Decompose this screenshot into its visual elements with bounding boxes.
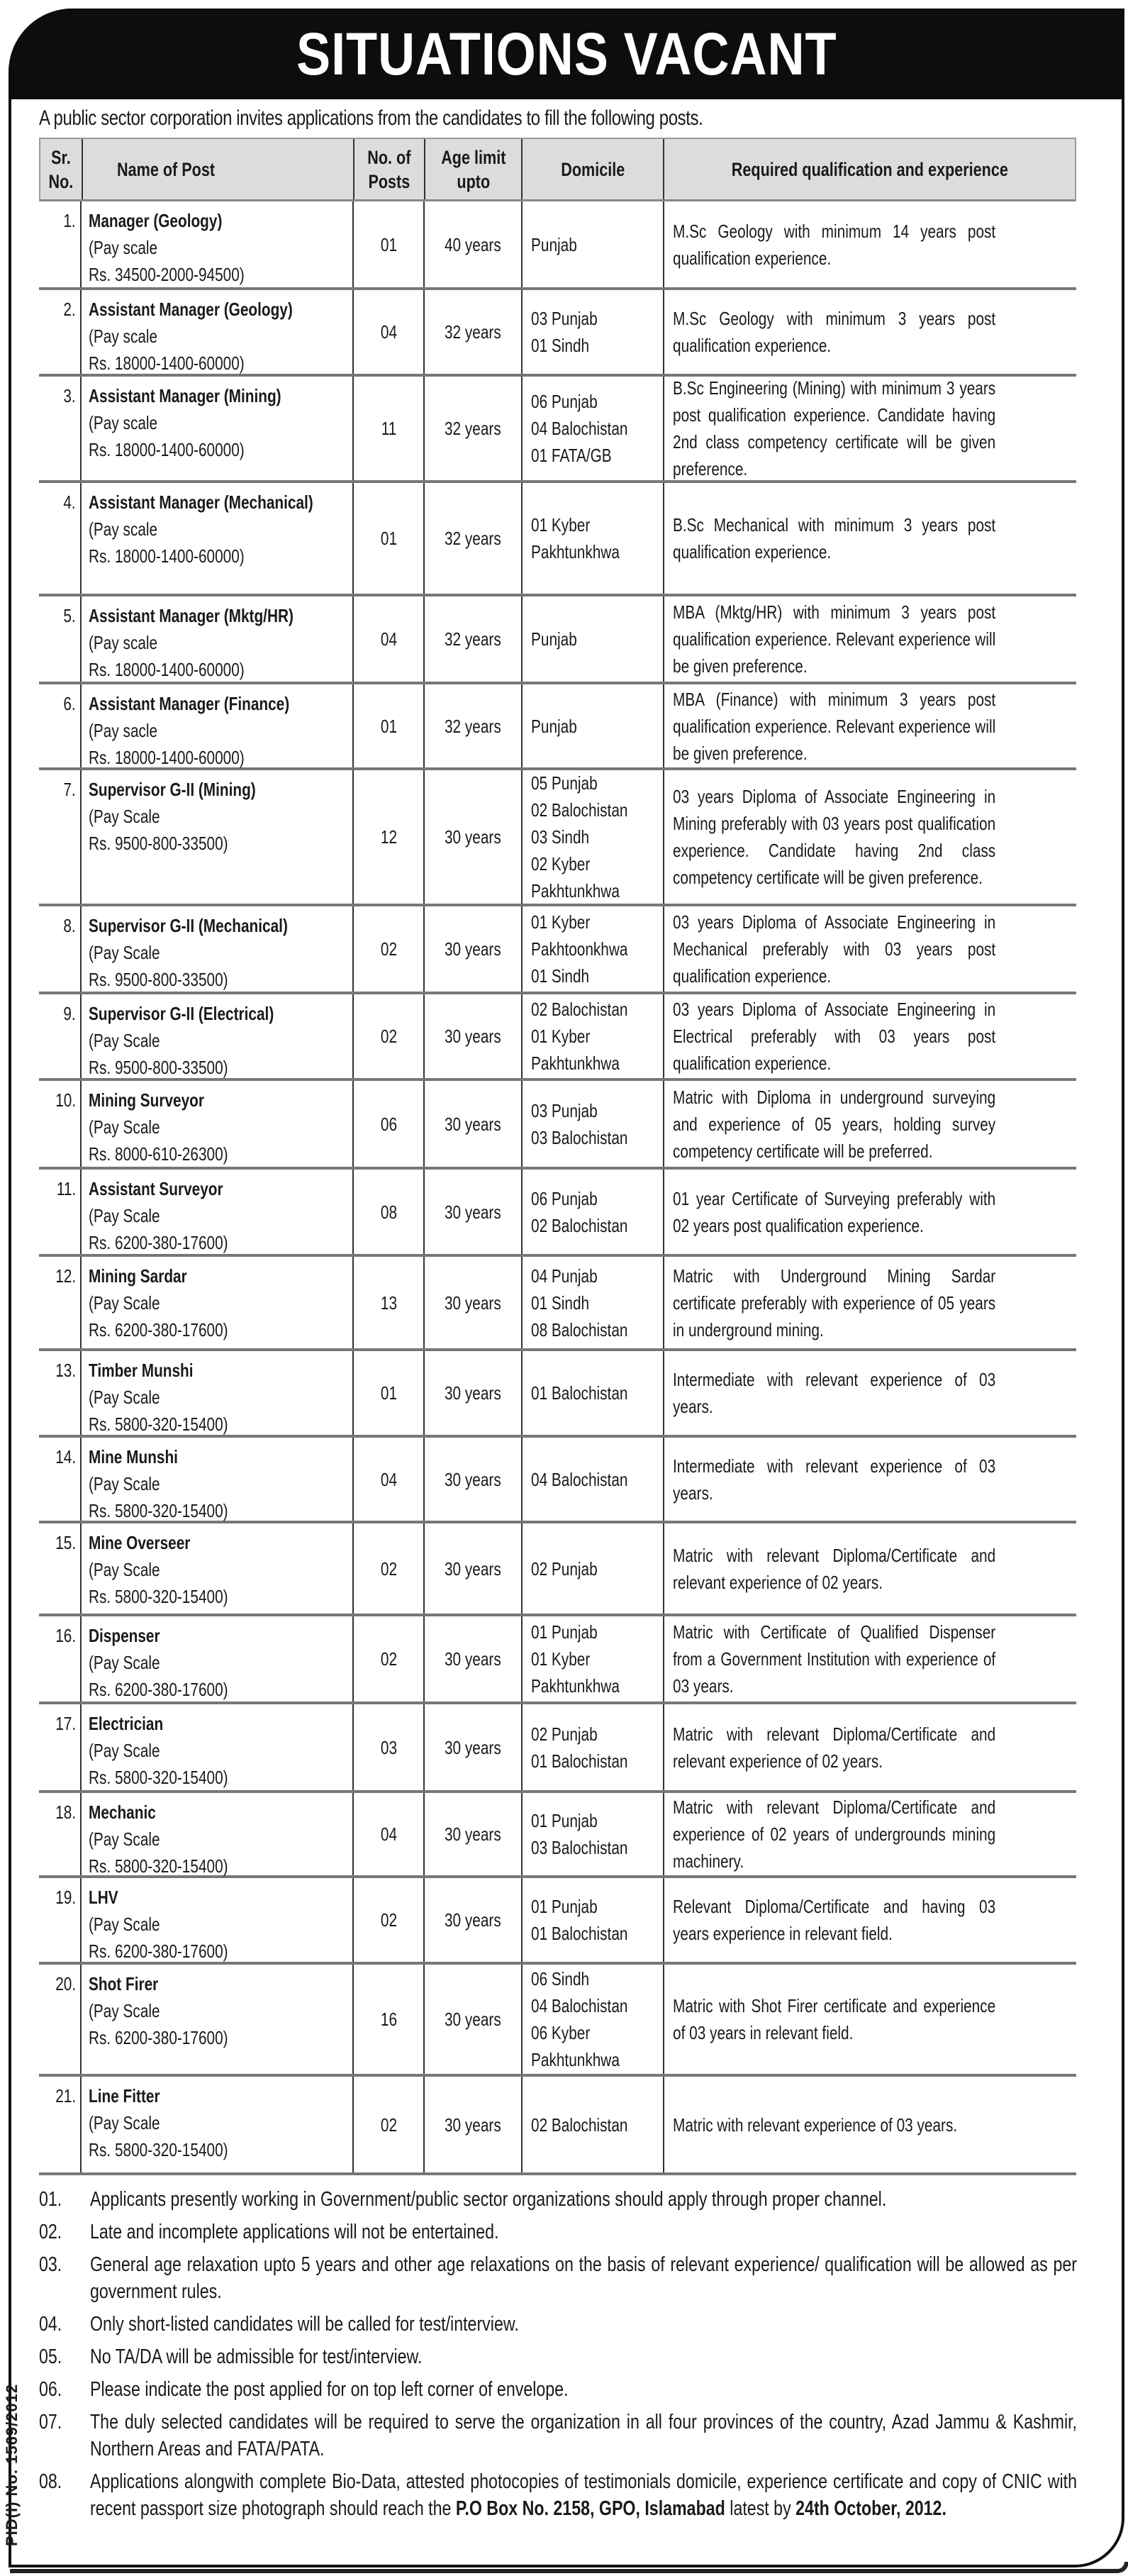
post-title: Electrician bbox=[89, 1713, 164, 1734]
domicile bbox=[521, 483, 663, 594]
col-header-domicile: Domicile bbox=[521, 139, 662, 199]
age-limit: 32 years bbox=[423, 483, 521, 594]
sr-no: 9. bbox=[63, 1003, 76, 1024]
pay-scale: Rs. 6200-380-17600) bbox=[89, 1232, 228, 1253]
sr-no: 2. bbox=[63, 299, 76, 320]
pay-scale: Rs. 5800-320-15400) bbox=[89, 1767, 228, 1788]
domicile-line: 01 Sindh bbox=[531, 335, 590, 356]
post-name bbox=[80, 1257, 352, 1348]
page-title: SITUATIONS VACANT bbox=[296, 20, 837, 87]
no-of-posts: 06 bbox=[352, 1081, 423, 1167]
no-of-posts: 01 bbox=[352, 201, 423, 287]
domicile-line: Punjab bbox=[531, 628, 577, 650]
post-title: Assistant Manager (Geology) bbox=[89, 299, 293, 320]
table-row bbox=[39, 2077, 1076, 2175]
post-name bbox=[80, 1793, 352, 1875]
domicile-line: 04 Balochistan bbox=[531, 1995, 628, 2016]
pay-scale: Rs. 6200-380-17600) bbox=[89, 1941, 228, 1962]
note-text: Late and incomplete applications will not be entertained. bbox=[90, 2221, 499, 2243]
post-title: Timber Munshi bbox=[89, 1360, 194, 1381]
pay-scale-label: (Pay Scale bbox=[89, 2112, 160, 2133]
pay-scale: Rs. 18000-1400-60000) bbox=[89, 747, 245, 768]
note-item bbox=[39, 2468, 1076, 2522]
note-item bbox=[39, 2311, 1076, 2338]
domicile-line: 03 Sindh bbox=[531, 826, 590, 848]
qualification: M.Sc Geology with minimum 14 years post qualification experience. bbox=[663, 201, 1076, 287]
post-name bbox=[80, 201, 352, 287]
pay-scale-label: (Pay Scale bbox=[89, 1740, 160, 1761]
age-limit: 30 years bbox=[423, 906, 521, 992]
table-row bbox=[39, 770, 1076, 906]
note-item bbox=[39, 2343, 1076, 2370]
note-number: 03. bbox=[39, 2253, 62, 2276]
age-limit: 30 years bbox=[423, 1257, 521, 1348]
no-of-posts: 04 bbox=[352, 290, 423, 374]
domicile-line: 02 Balochistan bbox=[531, 999, 628, 1020]
note-text: The duly selected candidates will be required to serve the organization in all four provinces of the country, Azad Jammu & Kashmir, Northern Areas and FATA/PATA. bbox=[90, 2411, 1077, 2460]
domicile bbox=[521, 1438, 663, 1521]
domicile-line: 01 Punjab bbox=[531, 1896, 598, 1917]
post-title: Assistant Surveyor bbox=[89, 1178, 223, 1199]
table-row bbox=[39, 1351, 1076, 1438]
domicile-line: 01 Balochistan bbox=[531, 1382, 628, 1404]
qualification: B.Sc Mechanical with minimum 3 years post qualification experience. bbox=[663, 483, 1076, 594]
domicile-line: 01 Punjab bbox=[531, 1810, 598, 1831]
domicile-line: 01 Sindh bbox=[531, 1292, 590, 1314]
post-name bbox=[80, 770, 352, 904]
post-title: Supervisor G-II (Mining) bbox=[89, 779, 256, 800]
note-number: 01. bbox=[39, 2188, 62, 2211]
post-title: Line Fitter bbox=[89, 2085, 160, 2106]
header-banner bbox=[9, 9, 1124, 99]
domicile bbox=[521, 596, 663, 682]
post-title: Assistant Manager (Mktg/HR) bbox=[89, 605, 294, 626]
qualification: Relevant Diploma/Certificate and having 03 years experience in relevant field. bbox=[663, 1878, 1076, 1962]
domicile-line: 03 Punjab bbox=[531, 1099, 598, 1121]
table-row bbox=[39, 483, 1076, 596]
no-of-posts: 02 bbox=[352, 994, 423, 1078]
domicile-line: 04 Balochistan bbox=[531, 418, 628, 439]
note-text: No TA/DA will be admissible for test/interview. bbox=[90, 2345, 423, 2368]
sr-no: 21. bbox=[55, 2085, 76, 2106]
note-text: General age relaxation upto 5 years and other age relaxations on the basis of relevant experience/ qualification will be allowed as per government rules. bbox=[90, 2253, 1077, 2303]
domicile bbox=[521, 1616, 663, 1701]
post-title: Manager (Geology) bbox=[89, 210, 223, 231]
no-of-posts: 11 bbox=[352, 377, 423, 480]
domicile-line: 01 Punjab bbox=[531, 1621, 598, 1643]
domicile-line: 06 Sindh bbox=[531, 1968, 590, 1989]
sr-no: 17. bbox=[55, 1713, 76, 1734]
qualification: Matric with Certificate of Qualified Dispenser from a Government Institution with experience of 03 years. bbox=[663, 1616, 1076, 1701]
post-title: Mine Overseer bbox=[89, 1532, 191, 1553]
domicile bbox=[521, 1351, 663, 1435]
post-name bbox=[80, 483, 352, 594]
qualification: Intermediate with relevant experience of 03 years. bbox=[663, 1351, 1076, 1435]
pay-scale-label: (Pay Scale bbox=[89, 1030, 160, 1051]
sr-no: 4. bbox=[63, 492, 76, 513]
post-title: Mine Munshi bbox=[89, 1446, 178, 1467]
pay-scale: Rs. 5800-320-15400) bbox=[89, 1855, 228, 1877]
domicile-line: 02 Kyber bbox=[531, 853, 591, 875]
post-title: Assistant Manager (Finance) bbox=[89, 693, 290, 714]
domicile-line: Pakhtunkhwa bbox=[531, 1053, 620, 1074]
pay-scale-label: (Pay Scale bbox=[89, 1473, 160, 1494]
pay-scale-label: (Pay sacle bbox=[89, 720, 158, 741]
table-row bbox=[39, 201, 1076, 290]
post-name bbox=[80, 290, 352, 374]
domicile-line: 02 Punjab bbox=[531, 1558, 598, 1580]
no-of-posts: 04 bbox=[352, 596, 423, 682]
age-limit: 30 years bbox=[423, 1878, 521, 1962]
post-name bbox=[80, 684, 352, 767]
no-of-posts: 02 bbox=[352, 906, 423, 992]
pay-scale: Rs. 5800-320-15400) bbox=[89, 1414, 228, 1435]
note-number: 05. bbox=[39, 2345, 62, 2368]
note-number: 08. bbox=[39, 2470, 62, 2493]
domicile-line: 02 Balochistan bbox=[531, 1214, 628, 1236]
post-name bbox=[80, 1081, 352, 1167]
domicile bbox=[521, 201, 663, 287]
domicile-line: Punjab bbox=[531, 233, 577, 255]
domicile-line: 01 FATA/GB bbox=[531, 445, 612, 466]
qualification: Matric with Underground Mining Sardar certificate preferably with experience of 05 years in underground mining. bbox=[663, 1257, 1076, 1348]
post-name bbox=[80, 1438, 352, 1521]
domicile bbox=[521, 2077, 663, 2172]
domicile-line: 02 Balochistan bbox=[531, 2114, 628, 2136]
age-limit: 32 years bbox=[423, 596, 521, 682]
note-item bbox=[39, 2186, 1076, 2213]
no-of-posts: 04 bbox=[352, 1438, 423, 1521]
pay-scale: Rs. 9500-800-33500) bbox=[89, 1057, 228, 1078]
qualification: 03 years Diploma of Associate Engineering in Electrical preferably with 03 years post qualification experience. bbox=[663, 994, 1076, 1078]
note-number: 04. bbox=[39, 2313, 62, 2336]
pay-scale: Rs. 18000-1400-60000) bbox=[89, 439, 245, 460]
pay-scale-label: (Pay Scale bbox=[89, 1205, 160, 1226]
post-name bbox=[80, 1616, 352, 1701]
sr-no: 15. bbox=[55, 1532, 76, 1553]
qualification: Matric with relevant Diploma/Certificate and relevant experience of 02 years. bbox=[663, 1523, 1076, 1614]
table-row bbox=[39, 377, 1076, 483]
pay-scale: Rs. 9500-800-33500) bbox=[89, 833, 228, 854]
domicile-line: Pakhtunkhwa bbox=[531, 880, 620, 901]
sr-no: 3. bbox=[63, 385, 76, 406]
qualification: Matric with relevant Diploma/Certificate and relevant experience of 02 years. bbox=[663, 1704, 1076, 1790]
age-limit: 30 years bbox=[423, 1170, 521, 1254]
age-limit: 30 years bbox=[423, 1438, 521, 1521]
table-row bbox=[39, 1523, 1076, 1616]
pay-scale: Rs. 5800-320-15400) bbox=[89, 1586, 228, 1607]
age-limit: 30 years bbox=[423, 1081, 521, 1167]
sr-no: 11. bbox=[56, 1178, 76, 1199]
no-of-posts: 02 bbox=[352, 1523, 423, 1614]
pay-scale: Rs. 6200-380-17600) bbox=[89, 1679, 228, 1700]
post-title: Assistant Manager (Mechanical) bbox=[89, 492, 313, 513]
col-header-sr: Sr. No. bbox=[48, 146, 74, 192]
note-number: 07. bbox=[39, 2411, 62, 2433]
note-item bbox=[39, 2219, 1076, 2245]
no-of-posts: 16 bbox=[352, 1965, 423, 2074]
sr-no: 12. bbox=[55, 1265, 76, 1287]
domicile-line: 03 Balochistan bbox=[531, 1837, 628, 1858]
no-of-posts: 04 bbox=[352, 1793, 423, 1875]
domicile-line: Pakhtunkhwa bbox=[531, 2049, 620, 2070]
col-header-posts: No. of Posts bbox=[353, 139, 424, 199]
post-title: LHV bbox=[89, 1887, 118, 1908]
qualification: Matric with relevant Diploma/Certificate and experience of 02 years of undergrounds mining machinery. bbox=[663, 1793, 1076, 1875]
pay-scale-label: (Pay Scale bbox=[89, 1387, 160, 1408]
domicile-line: 05 Punjab bbox=[531, 772, 598, 794]
table-row bbox=[39, 1170, 1076, 1257]
qualification: Intermediate with relevant experience of 03 years. bbox=[663, 1438, 1076, 1521]
domicile-line: Pakhtunkhwa bbox=[531, 541, 620, 562]
table-body bbox=[39, 201, 1076, 2175]
table-row bbox=[39, 1704, 1076, 1793]
pay-scale-label: (Pay Scale bbox=[89, 1914, 160, 1935]
domicile-line: 06 Punjab bbox=[531, 391, 598, 412]
notes-list bbox=[39, 2186, 1076, 2528]
pay-scale-label: (Pay Scale bbox=[89, 2000, 160, 2021]
note-item bbox=[39, 2409, 1076, 2463]
pay-scale: Rs. 8000-610-26300) bbox=[89, 1143, 228, 1165]
pay-scale-label: (Pay scale bbox=[89, 237, 158, 258]
note-text: Applicants presently working in Government/public sector organizations should apply through proper channel. bbox=[90, 2188, 887, 2211]
age-limit: 30 years bbox=[423, 1965, 521, 2074]
table-row bbox=[39, 1438, 1076, 1523]
post-name bbox=[80, 994, 352, 1078]
qualification: Matric with Diploma in underground surveying and experience of 05 years, holding survey competency certificate will be preferred. bbox=[663, 1081, 1076, 1167]
domicile-line: 04 Punjab bbox=[531, 1265, 598, 1287]
domicile-line: Pakhtunkhwa bbox=[531, 1675, 620, 1697]
intro-text: A public sector corporation invites applications from the candidates to fill the following posts. bbox=[39, 106, 703, 130]
no-of-posts: 02 bbox=[352, 2077, 423, 2172]
pay-scale-label: (Pay Scale bbox=[89, 1292, 160, 1314]
post-name bbox=[80, 1170, 352, 1254]
post-name bbox=[80, 377, 352, 480]
no-of-posts: 08 bbox=[352, 1170, 423, 1254]
domicile-line: 03 Punjab bbox=[531, 308, 598, 329]
pay-scale: Rs. 18000-1400-60000) bbox=[89, 545, 245, 567]
domicile bbox=[521, 1793, 663, 1875]
no-of-posts: 12 bbox=[352, 770, 423, 904]
note-item bbox=[39, 2376, 1076, 2403]
pay-scale: Rs. 18000-1400-60000) bbox=[89, 659, 245, 680]
age-limit: 30 years bbox=[423, 2077, 521, 2172]
note-number: 06. bbox=[39, 2378, 62, 2401]
sr-no: 7. bbox=[63, 779, 76, 800]
table-row bbox=[39, 1878, 1076, 1965]
sr-no: 6. bbox=[63, 693, 76, 714]
pay-scale-label: (Pay Scale bbox=[89, 1652, 160, 1673]
post-title: Mining Sardar bbox=[89, 1265, 187, 1287]
age-limit: 30 years bbox=[423, 1523, 521, 1614]
po-box-address: P.O Box No. 2158, GPO, Islamabad bbox=[455, 2497, 725, 2520]
domicile bbox=[521, 1704, 663, 1790]
pay-scale-label: (Pay scale bbox=[89, 326, 158, 347]
domicile-line: 02 Balochistan bbox=[531, 799, 628, 821]
no-of-posts: 02 bbox=[352, 1616, 423, 1701]
age-limit: 32 years bbox=[423, 377, 521, 480]
col-header-name: Name of Post bbox=[82, 139, 353, 199]
no-of-posts: 02 bbox=[352, 1878, 423, 1962]
pay-scale-label: (Pay Scale bbox=[89, 1116, 160, 1138]
domicile bbox=[521, 1170, 663, 1254]
pay-scale-label: (Pay Scale bbox=[89, 942, 160, 963]
table-row bbox=[39, 596, 1076, 684]
domicile bbox=[521, 290, 663, 374]
pay-scale: Rs. 34500-2000-94500) bbox=[89, 264, 245, 285]
pay-scale: Rs. 18000-1400-60000) bbox=[89, 352, 245, 374]
age-limit: 30 years bbox=[423, 1704, 521, 1790]
no-of-posts: 01 bbox=[352, 684, 423, 767]
qualification: MBA (Finance) with minimum 3 years post qualification experience. Relevant experience will be given preference. bbox=[663, 684, 1076, 767]
age-limit: 30 years bbox=[423, 1351, 521, 1435]
table-row bbox=[39, 1793, 1076, 1878]
post-title: Mechanic bbox=[89, 1801, 156, 1823]
domicile bbox=[521, 1257, 663, 1348]
table-row bbox=[39, 1965, 1076, 2077]
domicile-line: 02 Punjab bbox=[531, 1723, 598, 1745]
qualification: B.Sc Engineering (Mining) with minimum 3 years post qualification experience. Candidate having 2nd class competency certificate will be given preference. bbox=[663, 377, 1076, 480]
pay-scale: Rs. 6200-380-17600) bbox=[89, 2027, 228, 2048]
note-text: Please indicate the post applied for on top left corner of envelope. bbox=[90, 2378, 569, 2401]
domicile-line: 01 Kyber bbox=[531, 1026, 591, 1047]
pay-scale-label: (Pay scale bbox=[89, 518, 158, 540]
post-name bbox=[80, 1351, 352, 1435]
post-title: Supervisor G-II (Mechanical) bbox=[89, 915, 288, 936]
post-title: Supervisor G-II (Electrical) bbox=[89, 1003, 274, 1024]
domicile bbox=[521, 906, 663, 992]
note-number: 02. bbox=[39, 2221, 62, 2243]
age-limit: 30 years bbox=[423, 770, 521, 904]
no-of-posts: 01 bbox=[352, 1351, 423, 1435]
post-name bbox=[80, 596, 352, 682]
pay-scale-label: (Pay scale bbox=[89, 412, 158, 433]
post-name bbox=[80, 1878, 352, 1962]
post-name bbox=[80, 1523, 352, 1614]
domicile-line: 01 Kyber bbox=[531, 1648, 591, 1670]
domicile-line: 08 Balochistan bbox=[531, 1318, 628, 1340]
domicile-line: Punjab bbox=[531, 715, 577, 737]
sr-no: 18. bbox=[55, 1801, 76, 1823]
table-row bbox=[39, 290, 1076, 377]
domicile bbox=[521, 1965, 663, 2074]
pay-scale: Rs. 6200-380-17600) bbox=[89, 1319, 228, 1340]
pay-scale-label: (Pay Scale bbox=[89, 1828, 160, 1850]
qualification: MBA (Mktg/HR) with minimum 3 years post qualification experience. Relevant experience will be given preference. bbox=[663, 596, 1076, 682]
domicile bbox=[521, 1523, 663, 1614]
qualification: 01 year Certificate of Surveying preferably with 02 years post qualification experience. bbox=[663, 1170, 1076, 1254]
domicile bbox=[521, 770, 663, 904]
pay-scale: Rs. 5800-320-15400) bbox=[89, 2139, 228, 2160]
table-row bbox=[39, 994, 1076, 1081]
pay-scale-label: (Pay scale bbox=[89, 632, 158, 653]
domicile bbox=[521, 684, 663, 767]
post-title: Assistant Manager (Mining) bbox=[89, 385, 281, 406]
qualification: 03 years Diploma of Associate Engineering in Mechanical preferably with 03 years post qualification experience. bbox=[663, 906, 1076, 992]
sr-no: 20. bbox=[55, 1973, 76, 1994]
post-name bbox=[80, 906, 352, 992]
sr-no: 19. bbox=[55, 1887, 76, 1908]
sr-no: 14. bbox=[55, 1446, 76, 1467]
domicile-line: Pakhtoonkhwa bbox=[531, 938, 628, 960]
note-text: Applications alongwith complete Bio-Data, attested photocopies of testimonials domicile, experience certificate and copy of CNIC with recent passport size photograph should reach the P.O Box No. 2158, GPO, Islamabad latest by 24th October, 2012. bbox=[90, 2470, 1077, 2520]
table-row bbox=[39, 906, 1076, 994]
sr-no: 8. bbox=[63, 915, 76, 936]
domicile-line: 01 Balochistan bbox=[531, 1750, 628, 1772]
sr-no: 10. bbox=[55, 1089, 76, 1111]
sr-no: 13. bbox=[55, 1360, 76, 1381]
no-of-posts: 13 bbox=[352, 1257, 423, 1348]
qualification: Matric with Shot Firer certificate and experience of 03 years in relevant field. bbox=[663, 1965, 1076, 2074]
post-name bbox=[80, 1704, 352, 1790]
domicile-line: 01 Sindh bbox=[531, 965, 590, 987]
table-header-row bbox=[39, 138, 1076, 201]
age-limit: 30 years bbox=[423, 1793, 521, 1875]
domicile-line: 06 Punjab bbox=[531, 1187, 598, 1209]
post-title: Shot Firer bbox=[89, 1973, 159, 1994]
pid-number: PID(I) No. 1569/2012 bbox=[3, 2383, 21, 2546]
pay-scale: Rs. 5800-320-15400) bbox=[89, 1500, 228, 1521]
age-limit: 32 years bbox=[423, 684, 521, 767]
domicile-line: 01 Kyber bbox=[531, 514, 591, 535]
domicile-line: 01 Balochistan bbox=[531, 1923, 628, 1944]
age-limit: 40 years bbox=[423, 201, 521, 287]
table-row bbox=[39, 1616, 1076, 1704]
domicile bbox=[521, 1878, 663, 1962]
table-row bbox=[39, 1257, 1076, 1351]
deadline: 24th October, 2012. bbox=[795, 2497, 946, 2520]
age-limit: 30 years bbox=[423, 994, 521, 1078]
age-limit: 32 years bbox=[423, 290, 521, 374]
domicile bbox=[521, 1081, 663, 1167]
note-item bbox=[39, 2251, 1076, 2305]
post-title: Dispenser bbox=[89, 1625, 160, 1646]
post-name bbox=[80, 2077, 352, 2172]
table-row bbox=[39, 684, 1076, 770]
post-name bbox=[80, 1965, 352, 2074]
qualification: M.Sc Geology with minimum 3 years post qualification experience. bbox=[663, 290, 1076, 374]
pay-scale-label: (Pay Scale bbox=[89, 806, 160, 827]
no-of-posts: 01 bbox=[352, 483, 423, 594]
col-header-qualification: Required qualification and experience bbox=[663, 139, 1075, 199]
note-text: Only short-listed candidates will be called for test/interview. bbox=[90, 2313, 519, 2336]
pay-scale-label: (Pay Scale bbox=[89, 1559, 160, 1580]
vacancies-table bbox=[39, 138, 1076, 2175]
sr-no: 5. bbox=[63, 605, 76, 626]
domicile-line: 01 Kyber bbox=[531, 911, 591, 933]
table-row bbox=[39, 1081, 1076, 1170]
qualification: Matric with relevant experience of 03 years. bbox=[663, 2077, 1076, 2172]
domicile-line: 03 Balochistan bbox=[531, 1126, 628, 1148]
domicile bbox=[521, 377, 663, 480]
age-limit: 30 years bbox=[423, 1616, 521, 1701]
domicile bbox=[521, 994, 663, 1078]
domicile-line: 04 Balochistan bbox=[531, 1468, 628, 1490]
col-header-age: Age limit upto bbox=[424, 139, 522, 199]
domicile-line: 06 Kyber bbox=[531, 2022, 591, 2043]
no-of-posts: 03 bbox=[352, 1704, 423, 1790]
sr-no: 1. bbox=[63, 210, 76, 231]
qualification: 03 years Diploma of Associate Engineering in Mining preferably with 03 years post qualification experience. Candidate having 2nd class competency certificate will be given preference. bbox=[663, 770, 1076, 904]
pay-scale: Rs. 9500-800-33500) bbox=[89, 969, 228, 990]
post-title: Mining Surveyor bbox=[89, 1089, 204, 1111]
sr-no: 16. bbox=[55, 1625, 76, 1646]
